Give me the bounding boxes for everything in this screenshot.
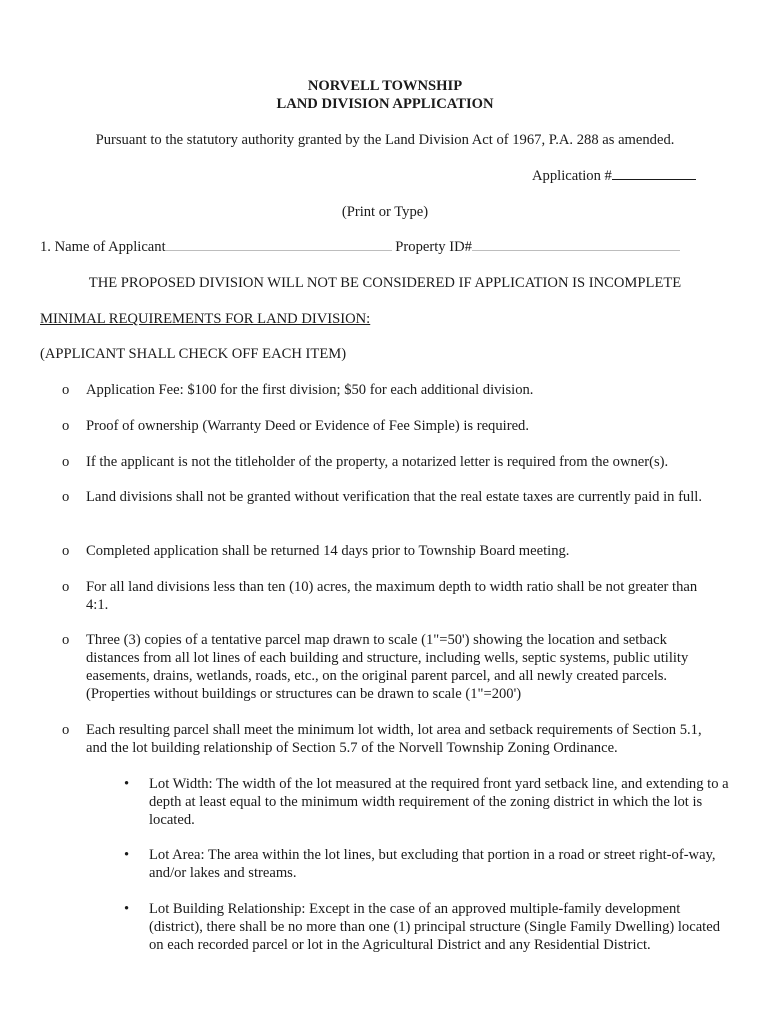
sub-requirement-text: Lot Building Relationship: Except in the case of an approved multiple-family development (district), there shall be no more than one (1) principal structure (Single Family Dwelling) located on each recorded parcel or lot in the Agricultural District and any Residential District. — [149, 901, 721, 953]
requirement-text: For all land divisions less than ten (10) acres, the maximum depth to width ratio shall be not greater than 4:1. — [86, 579, 698, 613]
requirement-item — [62, 453, 722, 471]
checkbox-marker[interactable]: o — [62, 382, 70, 398]
document-title-line2: LAND DIVISION APPLICATION — [276, 96, 494, 112]
application-number-field — [532, 167, 732, 185]
document-title-line1: NORVELL TOWNSHIP — [307, 78, 463, 94]
requirement-item — [62, 542, 722, 560]
requirement-item — [62, 381, 722, 399]
requirement-text: Proof of ownership (Warranty Deed or Evidence of Fee Simple) is required. — [86, 418, 529, 434]
requirement-item — [62, 721, 722, 757]
sub-requirement-item — [124, 900, 734, 954]
requirement-text: Three (3) copies of a tentative parcel map drawn to scale (1"=50') showing the location and setback distances from all lot lines of each building and structure, including wells, septic systems, public utility easements, drains, wetlands, roads, etc., on the original parent parcel, and all newly created parcels. (Properties without buildings or structures can be drawn to scale (1"=200') — [86, 632, 689, 702]
checkbox-marker[interactable]: o — [62, 418, 70, 434]
requirement-item — [62, 631, 722, 703]
applicant-name-label: 1. Name of Applicant — [40, 239, 166, 255]
applicant-name-input[interactable] — [166, 238, 392, 251]
bullet-icon: • — [124, 776, 130, 792]
application-number-input[interactable] — [612, 167, 696, 180]
sub-requirement-item — [124, 775, 734, 829]
checkbox-marker[interactable]: o — [62, 454, 70, 470]
requirement-item — [62, 417, 722, 435]
property-id-label: Property ID# — [395, 239, 472, 255]
bullet-icon: • — [124, 901, 130, 917]
statutory-authority-text: Pursuant to the statutory authority granted by the Land Division Act of 1967, P.A. 288 as amended. — [95, 132, 675, 148]
checkbox-marker[interactable]: o — [62, 579, 70, 595]
checkbox-marker[interactable]: o — [62, 543, 70, 559]
sub-requirement-item — [124, 846, 734, 882]
requirements-heading: MINIMAL REQUIREMENTS FOR LAND DIVISION: — [40, 311, 371, 327]
requirement-item — [62, 578, 722, 614]
requirement-text: If the applicant is not the titleholder of the property, a notarized letter is required from the owner(s). — [86, 454, 669, 470]
print-or-type-note: (Print or Type) — [341, 204, 429, 220]
sub-requirement-text: Lot Width: The width of the lot measured at the required front yard setback line, and extending to a depth at least equal to the minimum width requirement of the zoning district in which the lot is located. — [149, 776, 729, 828]
requirement-item — [62, 488, 722, 506]
requirement-text: Completed application shall be returned 14 days prior to Township Board meeting. — [86, 543, 570, 559]
application-number-label: Application # — [532, 168, 612, 184]
requirement-text: Each resulting parcel shall meet the minimum lot width, lot area and setback requirements of Section 5.1, and the lot building relationship of Section 5.7 of the Norvell Township Zoning Ordinance. — [86, 722, 702, 756]
check-instruction: (APPLICANT SHALL CHECK OFF EACH ITEM) — [40, 346, 347, 362]
bullet-icon: • — [124, 847, 130, 863]
checkbox-marker[interactable]: o — [62, 489, 70, 505]
checkbox-marker[interactable]: o — [62, 722, 70, 738]
requirement-text: Application Fee: $100 for the first division; $50 for each additional division. — [86, 382, 534, 398]
requirement-text: Land divisions shall not be granted without verification that the real estate taxes are currently paid in full. — [86, 489, 702, 505]
property-id-input[interactable] — [472, 238, 680, 251]
sub-requirement-text: Lot Area: The area within the lot lines, but excluding that portion in a road or street right-of-way, and/or lakes and streams. — [149, 847, 716, 881]
checkbox-marker[interactable]: o — [62, 632, 70, 648]
applicant-info-row — [40, 238, 740, 256]
incomplete-warning: THE PROPOSED DIVISION WILL NOT BE CONSIDERED IF APPLICATION IS INCOMPLETE — [88, 275, 682, 291]
